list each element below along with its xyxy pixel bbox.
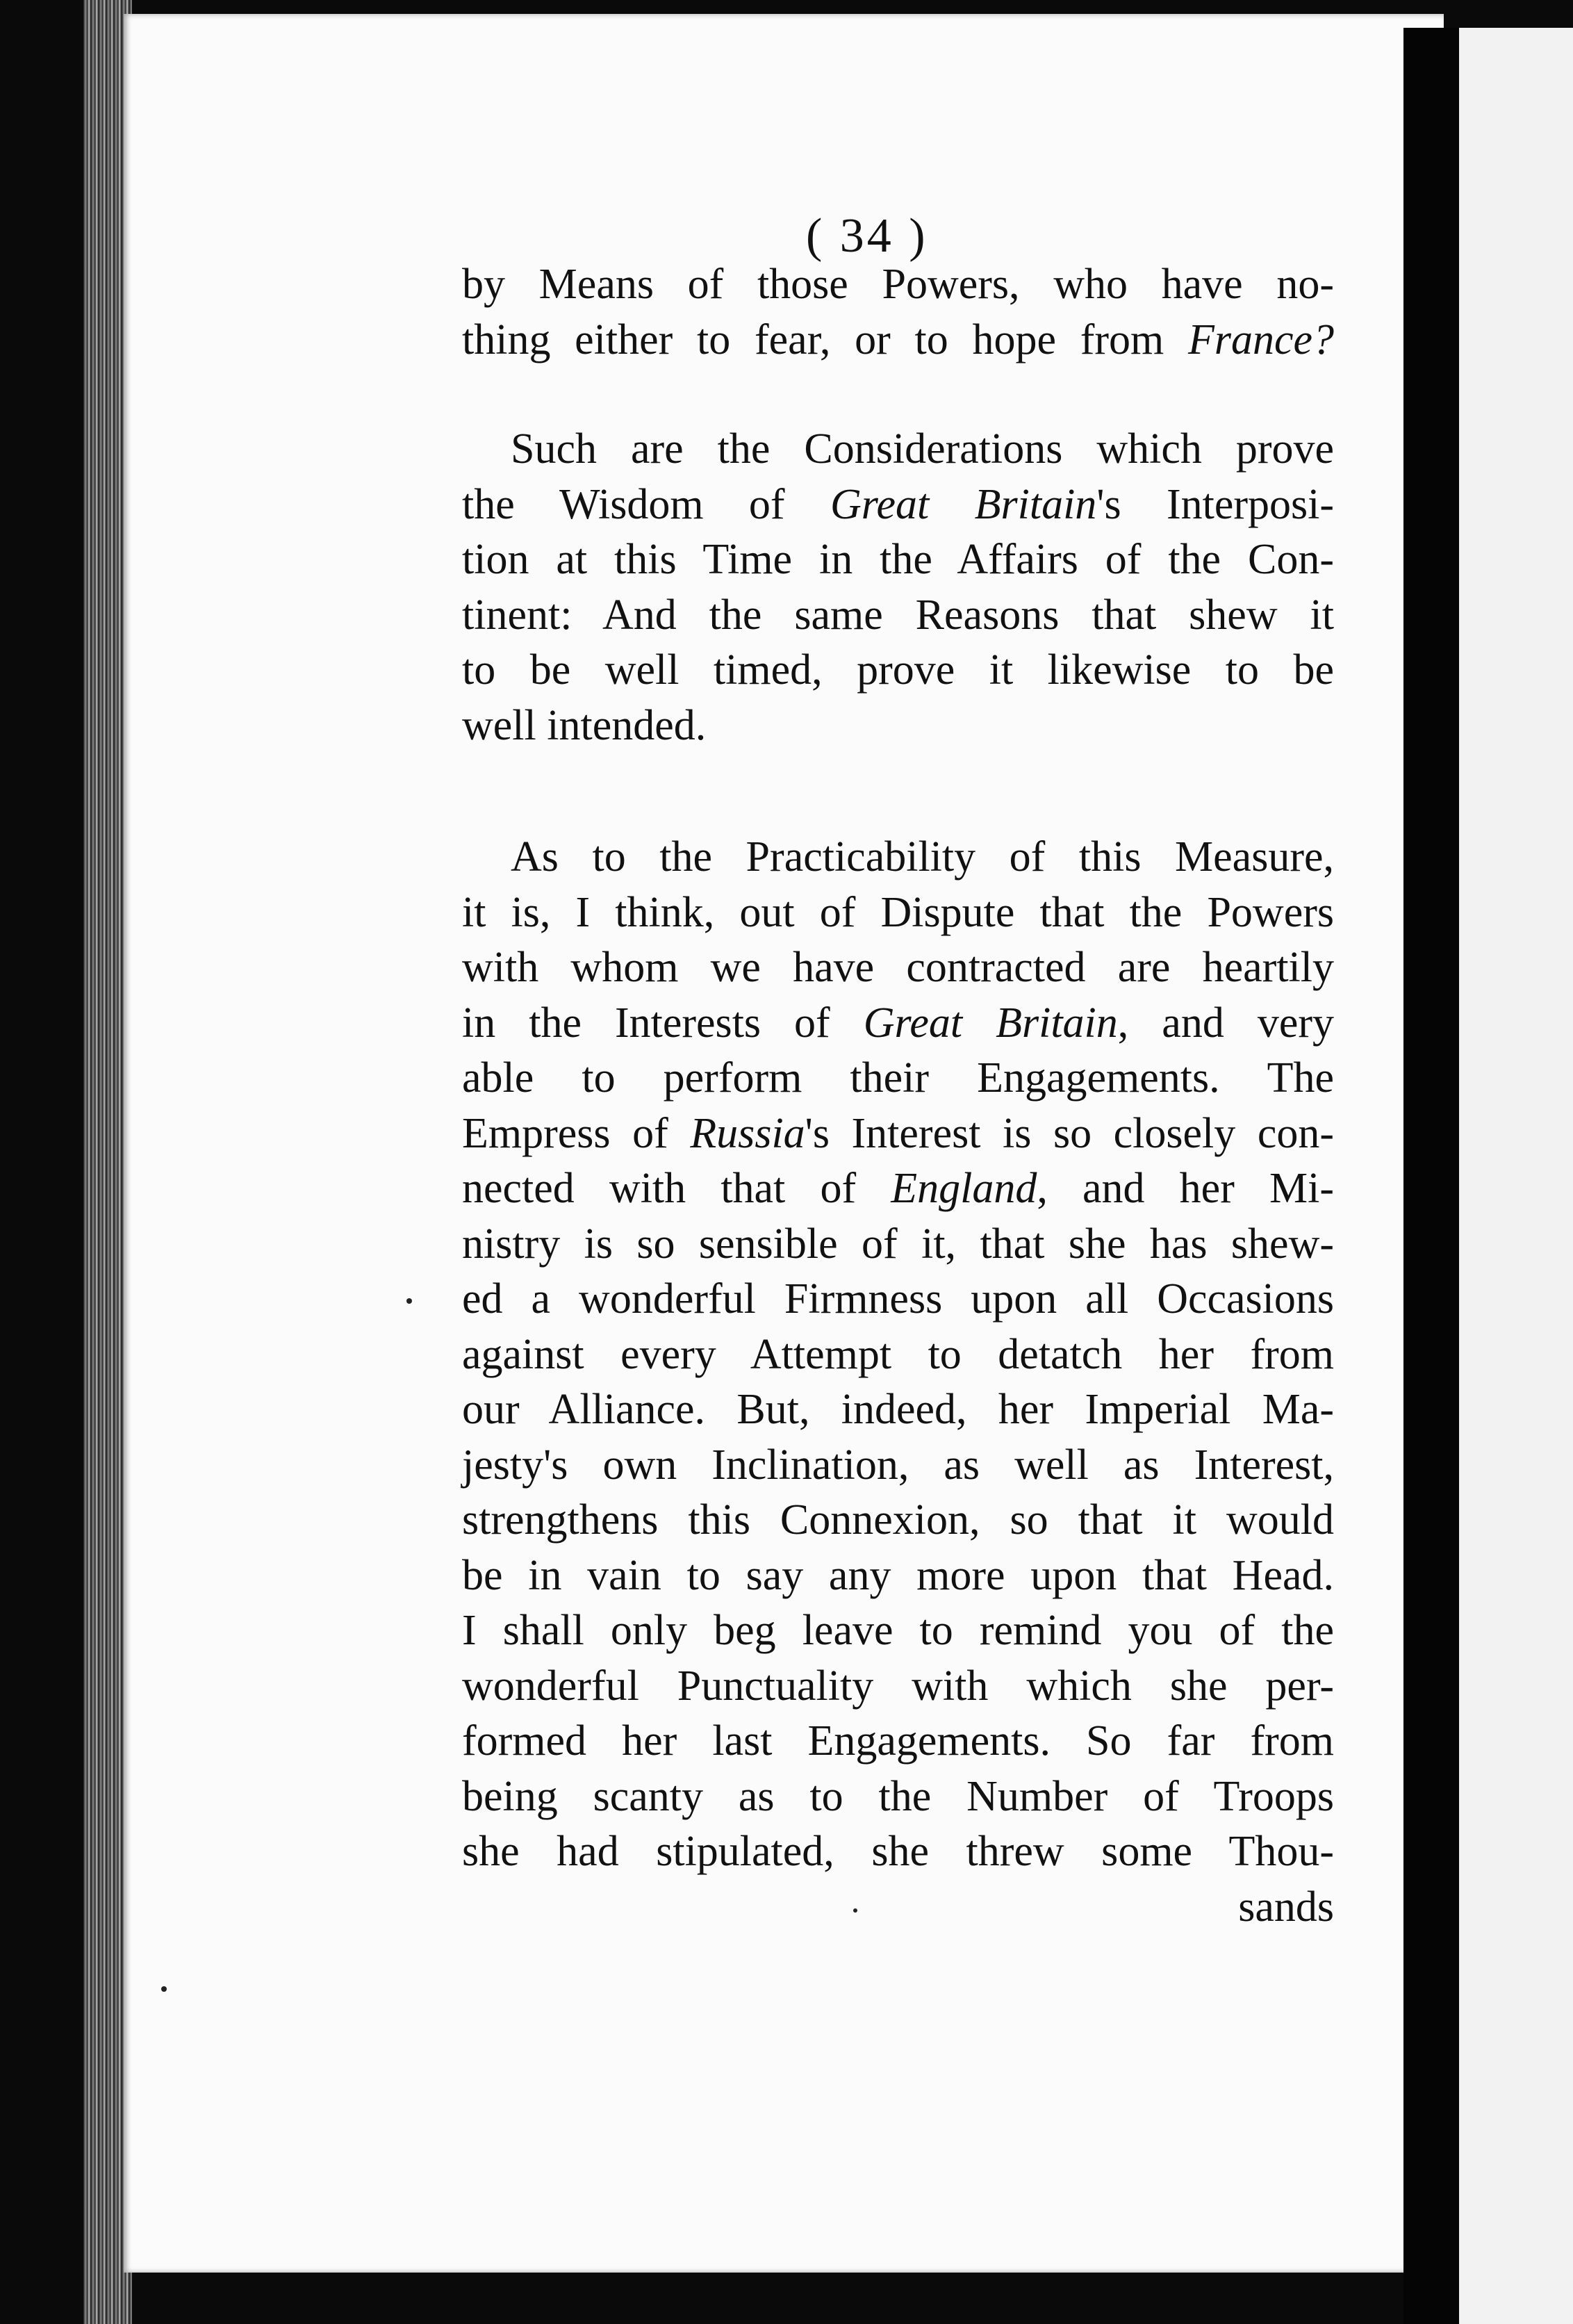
text-line: the Wisdom of Great Britain's Interposi-	[462, 480, 1334, 528]
text-line: Such are the Considerations which prove	[511, 425, 1334, 473]
text-line: it is, I think, out of Dispute that the Powers	[462, 888, 1334, 936]
text-line: she had stipulated, she threw some Thou-	[462, 1828, 1334, 1875]
text-line: Empress of Russia's Interest is so closely con-	[462, 1109, 1334, 1157]
text-line: I shall only beg leave to remind you of the	[462, 1607, 1334, 1654]
text-line: being scanty as to the Number of Troops	[462, 1772, 1334, 1820]
book-gutter	[1403, 28, 1459, 2324]
text-line: As to the Practicability of this Measure,	[511, 833, 1334, 881]
text-line: our Alliance. But, indeed, her Imperial Ma-	[462, 1386, 1334, 1433]
catchword: sands	[1238, 1883, 1334, 1931]
ink-speck	[406, 1298, 412, 1304]
text-line: ed a wonderful Firmness upon all Occasions	[462, 1275, 1334, 1323]
text-line: formed her last Engagements. So far from	[462, 1717, 1334, 1765]
text-line: strengthens this Connexion, so that it would	[462, 1496, 1334, 1544]
ink-speck	[161, 1986, 167, 1992]
body-text	[462, 257, 1334, 1935]
text-line: nected with that of England, and her Mi-	[462, 1165, 1335, 1212]
text-line: be in vain to say any more upon that Head.	[462, 1551, 1334, 1599]
text-line: jesty's own Inclination, as well as Interest,	[462, 1441, 1334, 1489]
ink-speck	[853, 1908, 857, 1913]
text-line: in the Interests of Great Britain, and very	[462, 999, 1335, 1047]
text-line: well intended.	[462, 701, 707, 749]
text-line: to be well timed, prove it likewise to be	[462, 646, 1334, 694]
text-line: tinent: And the same Reasons that shew it	[462, 591, 1334, 639]
text-line: thing either to fear, or to hope from France?	[462, 316, 1334, 363]
text-line: by Means of those Powers, who have no-	[462, 261, 1334, 308]
text-line: nistry is so sensible of it, that she has shew-	[462, 1220, 1334, 1268]
text-line: with whom we have contracted are heartily	[462, 944, 1334, 991]
text-line: wonderful Punctuality with which she per-	[462, 1662, 1334, 1710]
page-number: ( 34 )	[806, 209, 928, 263]
text-line: against every Attempt to detatch her from	[462, 1330, 1334, 1378]
facing-page-edge	[1459, 28, 1573, 2324]
text-line: tion at this Time in the Affairs of the Con-	[462, 536, 1334, 583]
text-line: able to perform their Engagements. The	[462, 1054, 1334, 1102]
